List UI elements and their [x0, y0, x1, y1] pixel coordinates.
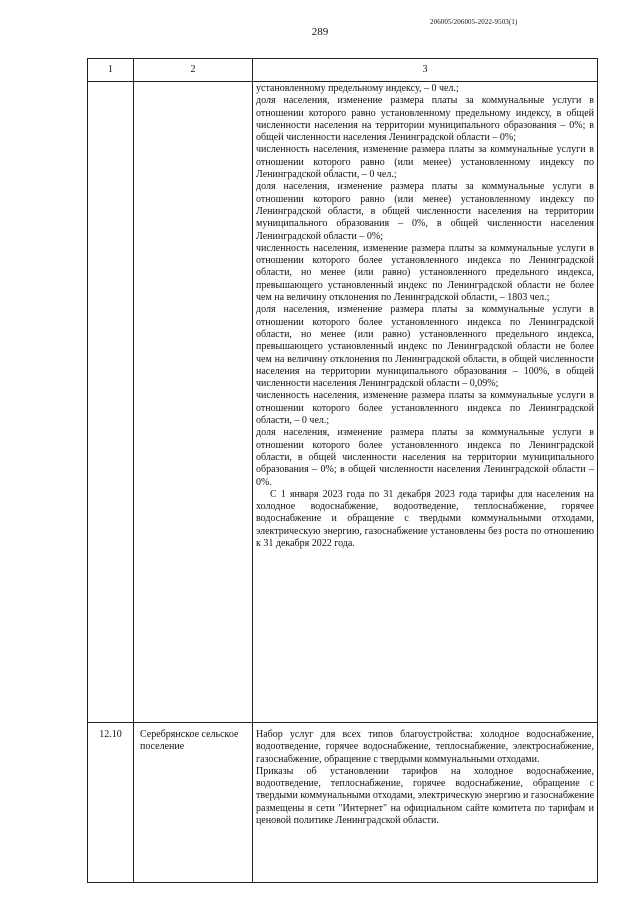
tariff-table [87, 58, 598, 883]
paragraph: С 1 января 2023 года по 31 декабря 2023 года тарифы для населения на холодное водоснабжение, водоотведение, теплоснабжение, горячее водоснабжение и обращение с твердыми коммунальными отходами, электрическую энергию, газоснабжение установлены без роста по отношению к 31 декабря 2022 года. [256, 488, 594, 549]
paragraph: доля населения, изменение размера платы за коммунальные услуги в отношении которого более установленного индекса по Ленинградской области, но менее (или равно) установленного предельного индекса, превышающего установленный индекс по Ленинградской области не более чем на величину отклонения по Ленинградской области, в общей численности населения на территории муниципального образования – 100%, в общей численности населения Ленинградской области – 0,09%; [256, 304, 594, 390]
page-number: 289 [311, 26, 329, 38]
row-number-cell: 12.10 [88, 723, 134, 883]
paragraph: численность населения, изменение размера платы за коммунальные услуги в отношении которого равно (или менее) установленному индексу по Ленинградской области, – 0 чел.; [256, 144, 594, 181]
paragraph: доля населения, изменение размера платы за коммунальные услуги в отношении которого более установленного индекса по Ленинградской области, в общей численности населения на территории муниципального образования – 0%; в общей численности населения Ленинградской области – 0%. [256, 427, 594, 488]
description-cell [253, 723, 598, 883]
column-header-3: 3 [253, 59, 598, 82]
document-code: 206005/206005-2022-9503(1) [430, 18, 518, 26]
paragraph: установленному предельному индексу, – 0 чел.; [256, 83, 459, 94]
paragraph: численность населения, изменение размера платы за коммунальные услуги в отношении которого более установленного индекса по Ленинградской области, – 0 чел.; [256, 390, 594, 427]
paragraph: Набор услуг для всех типов благоустройства: холодное водоснабжение, водоотведение, горячее водоснабжение, теплоснабжение, электроснабжение, газоснабжение, обращение с твердыми коммунальными отходами. [256, 729, 594, 765]
paragraph: численность населения, изменение размера платы за коммунальные услуги в отношении которого более установленного индекса по Ленинградской области, но менее (или равно) установленного предельного индекса, превышающего установленный индекс по Ленинградской области не более чем на величину отклонения по Ленинградской области, – 1803 чел.; [256, 242, 594, 304]
table-row [88, 82, 598, 723]
table-header-row [88, 59, 598, 82]
column-header-2: 2 [134, 59, 253, 82]
paragraph: доля населения, изменение размера платы за коммунальные услуги в отношении которого равно установленному предельному индексу, в общей численности населения на территории муниципального образования – 0%; в общей численности населения Ленинградской области – 0%; [256, 95, 594, 144]
settlement-name-cell: Серебрянское сельское поселение [134, 723, 253, 883]
row-number-cell [88, 82, 134, 723]
settlement-name-cell [134, 82, 253, 723]
description-cell [253, 82, 598, 723]
table-row [88, 723, 598, 883]
paragraph: Приказы об установлении тарифов на холодное водоснабжение, водоотведение, теплоснабжение, горячее водоснабжение, обращение с твердыми коммунальными отходами, электрическую энергию и газоснабжение размещены в сети "Интернет" на официальном сайте комитета по тарифам и ценовой политике Ленинградской области. [256, 765, 595, 827]
paragraph: доля населения, изменение размера платы за коммунальные услуги в отношении которого равно (или менее) установленному индексу по Ленинградской области, в общей численности населения на территории муниципального образования – 0%, в общей численности населения Ленинградской области – 0%; [256, 181, 594, 242]
column-header-1: 1 [88, 59, 134, 82]
